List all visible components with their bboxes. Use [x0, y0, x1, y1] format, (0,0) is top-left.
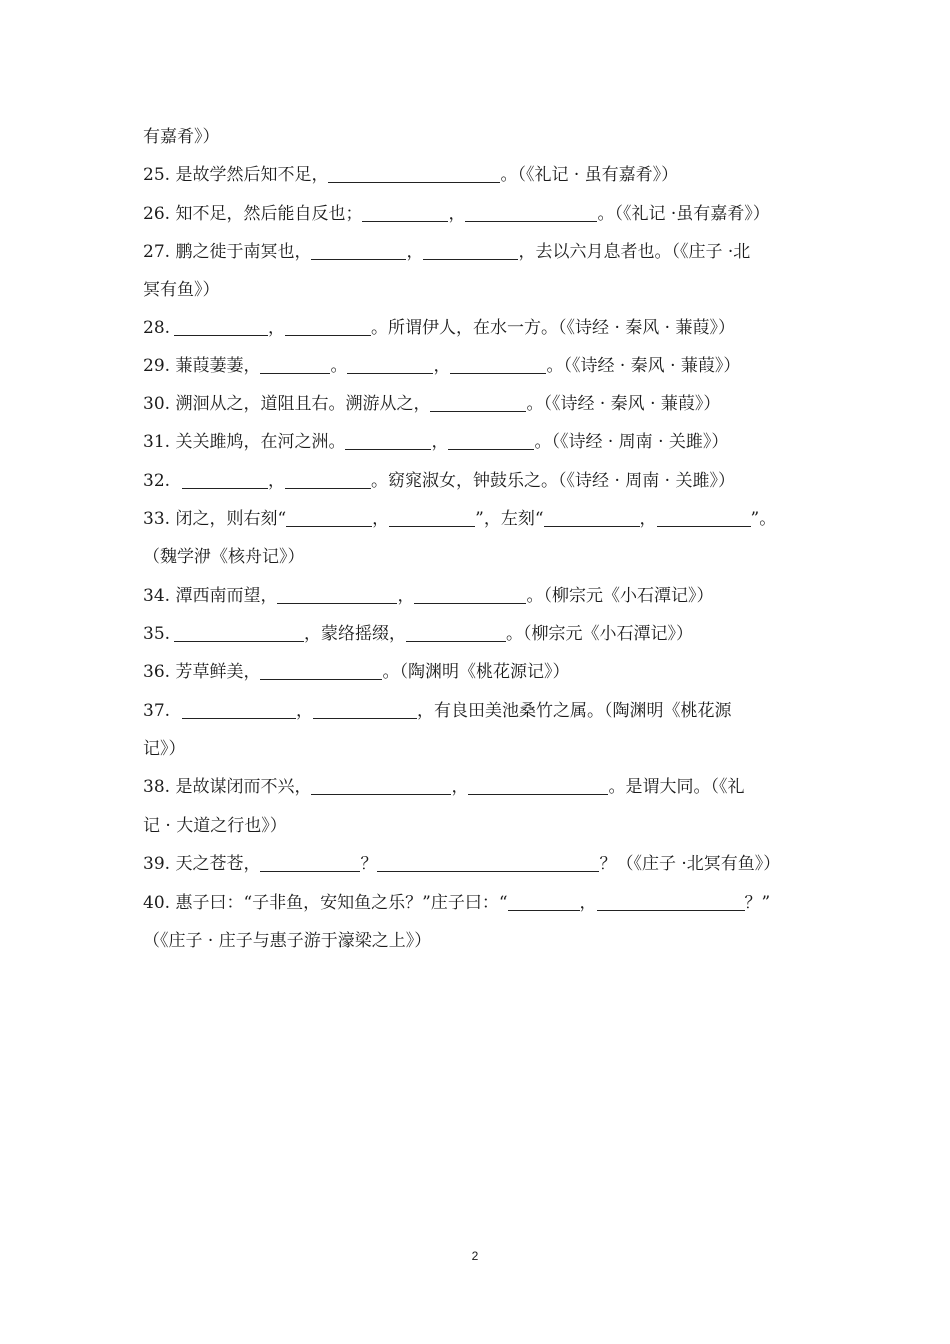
text: ？（《庄子 ·北冥有鱼》）: [599, 854, 781, 874]
text: 。: [330, 356, 348, 376]
text: ，: [372, 509, 390, 529]
question-26: [143, 199, 813, 229]
answer-blank[interactable]: [285, 317, 371, 336]
text: ，有良田美池桑竹之属。（陶渊明《桃花源: [417, 701, 732, 721]
text: 。（《礼记 ·虽有嘉肴》）: [597, 204, 770, 224]
text: 。（柳宗元《小石潭记》）: [506, 624, 694, 644]
text: 40. 惠子曰：“子非鱼，安知鱼之乐？”庄子曰：“: [143, 893, 508, 913]
question-34: [143, 581, 813, 611]
text: 记 · 大道之行也》）: [143, 816, 287, 836]
text: 。是谓大同。（《礼: [608, 777, 745, 797]
text: ，: [639, 509, 657, 529]
text: ，: [406, 242, 424, 262]
text: ，: [268, 471, 286, 491]
text: 。（《礼记 · 虽有嘉肴》）: [500, 165, 679, 185]
text: ”，左刻“: [475, 509, 544, 529]
text: 39. 天之苍苍，: [143, 854, 261, 874]
text: ？: [360, 854, 378, 874]
text: ，: [296, 701, 314, 721]
answer-blank[interactable]: [389, 508, 475, 527]
text: （《庄子 · 庄子与惠子游于濠梁之上》）: [143, 931, 432, 951]
question-27: [143, 237, 813, 267]
answer-blank[interactable]: [182, 470, 268, 489]
question-29: [143, 351, 813, 381]
text: 33. 闭之，则右刻“: [143, 509, 287, 529]
text: ，: [579, 893, 597, 913]
answer-blank[interactable]: [313, 700, 417, 719]
text: 记》）: [143, 739, 186, 759]
text: ，: [448, 204, 466, 224]
question-39: [143, 849, 813, 879]
text: 29. 蒹葭萋萋，: [143, 356, 261, 376]
text: 26. 知不足，然后能自反也；: [143, 204, 363, 224]
answer-blank[interactable]: [450, 355, 546, 374]
text: 冥有鱼》）: [143, 280, 220, 300]
text: 。窈窕淑女，钟鼓乐之。（《诗经 · 周南 · 关雎》）: [371, 471, 735, 491]
answer-blank[interactable]: [508, 892, 580, 911]
text: 37.: [143, 701, 171, 721]
text: ，: [451, 777, 469, 797]
answer-blank[interactable]: [260, 661, 382, 680]
answer-blank[interactable]: [285, 470, 371, 489]
answer-blank[interactable]: [414, 585, 526, 604]
answer-blank[interactable]: [657, 508, 751, 527]
text: 。（《诗经 · 周南 · 关雎》）: [534, 432, 729, 452]
answer-blank[interactable]: [423, 241, 518, 260]
answer-blank[interactable]: [260, 853, 360, 872]
question-33: [143, 504, 813, 534]
text: 有嘉肴》）: [143, 127, 220, 147]
answer-blank[interactable]: [468, 776, 608, 795]
text: ，去以六月息者也。（《庄子 ·北: [518, 242, 751, 262]
answer-blank[interactable]: [406, 623, 506, 642]
answer-blank[interactable]: [311, 776, 451, 795]
answer-blank[interactable]: [174, 623, 304, 642]
text: ？”: [744, 893, 771, 913]
text: 36. 芳草鲜美，: [143, 662, 261, 682]
text: ，: [431, 432, 449, 452]
question-31: [143, 427, 813, 457]
text: 34. 潭西南而望，: [143, 586, 278, 606]
question-40: [143, 888, 813, 918]
answer-blank[interactable]: [277, 585, 397, 604]
answer-blank[interactable]: [345, 431, 431, 450]
question-27-continued: [143, 275, 813, 305]
text: 30. 溯洄从之，道阻且右。溯游从之，: [143, 394, 431, 414]
text: 。（《诗经 · 秦风 · 蒹葭》）: [546, 356, 741, 376]
answer-blank[interactable]: [544, 508, 640, 527]
text: 25. 是故学然后知不足，: [143, 165, 329, 185]
answer-blank[interactable]: [311, 241, 406, 260]
text: ，: [268, 318, 286, 338]
text: 27. 鹏之徙于南冥也，: [143, 242, 312, 262]
answer-blank[interactable]: [597, 892, 745, 911]
text: 35.: [143, 624, 171, 644]
question-37: [143, 696, 813, 726]
question-36: [143, 657, 813, 687]
page-number: 2: [471, 1249, 479, 1263]
text: 。（柳宗元《小石潭记》）: [526, 586, 714, 606]
question-38-continued: [143, 811, 813, 841]
text: ，: [397, 586, 415, 606]
answer-blank[interactable]: [377, 853, 599, 872]
answer-blank[interactable]: [328, 164, 500, 183]
question-33-continued: [143, 542, 813, 572]
answer-blank[interactable]: [182, 700, 296, 719]
answer-blank[interactable]: [448, 431, 534, 450]
text: ，: [433, 356, 451, 376]
question-40-continued: [143, 926, 813, 956]
answer-blank[interactable]: [260, 355, 330, 374]
question-30: [143, 389, 813, 419]
question-32: [143, 466, 813, 496]
text: 28.: [143, 318, 171, 338]
question-28: [143, 313, 813, 343]
answer-blank[interactable]: [347, 355, 433, 374]
text: 。（陶渊明《桃花源记》）: [382, 662, 570, 682]
text: （魏学洢《核舟记》）: [143, 547, 305, 567]
question-37-continued: [143, 734, 813, 764]
answer-blank[interactable]: [362, 203, 448, 222]
answer-blank[interactable]: [430, 393, 526, 412]
text: 31. 关关雎鸠，在河之洲。: [143, 432, 346, 452]
text: 。所谓伊人，在水一方。（《诗经 · 秦风 · 蒹葭》）: [371, 318, 735, 338]
answer-blank[interactable]: [174, 317, 268, 336]
question-25: [143, 160, 813, 190]
text: ，蒙络摇缀，: [304, 624, 407, 644]
text: ”。: [750, 509, 777, 529]
text: 32.: [143, 471, 171, 491]
line-continuation: [143, 122, 813, 152]
answer-blank[interactable]: [286, 508, 372, 527]
text: 38. 是故谋闭而不兴，: [143, 777, 312, 797]
question-35: [143, 619, 813, 649]
text: 。（《诗经 · 秦风 · 蒹葭》）: [526, 394, 721, 414]
answer-blank[interactable]: [465, 203, 597, 222]
question-38: [143, 772, 813, 802]
